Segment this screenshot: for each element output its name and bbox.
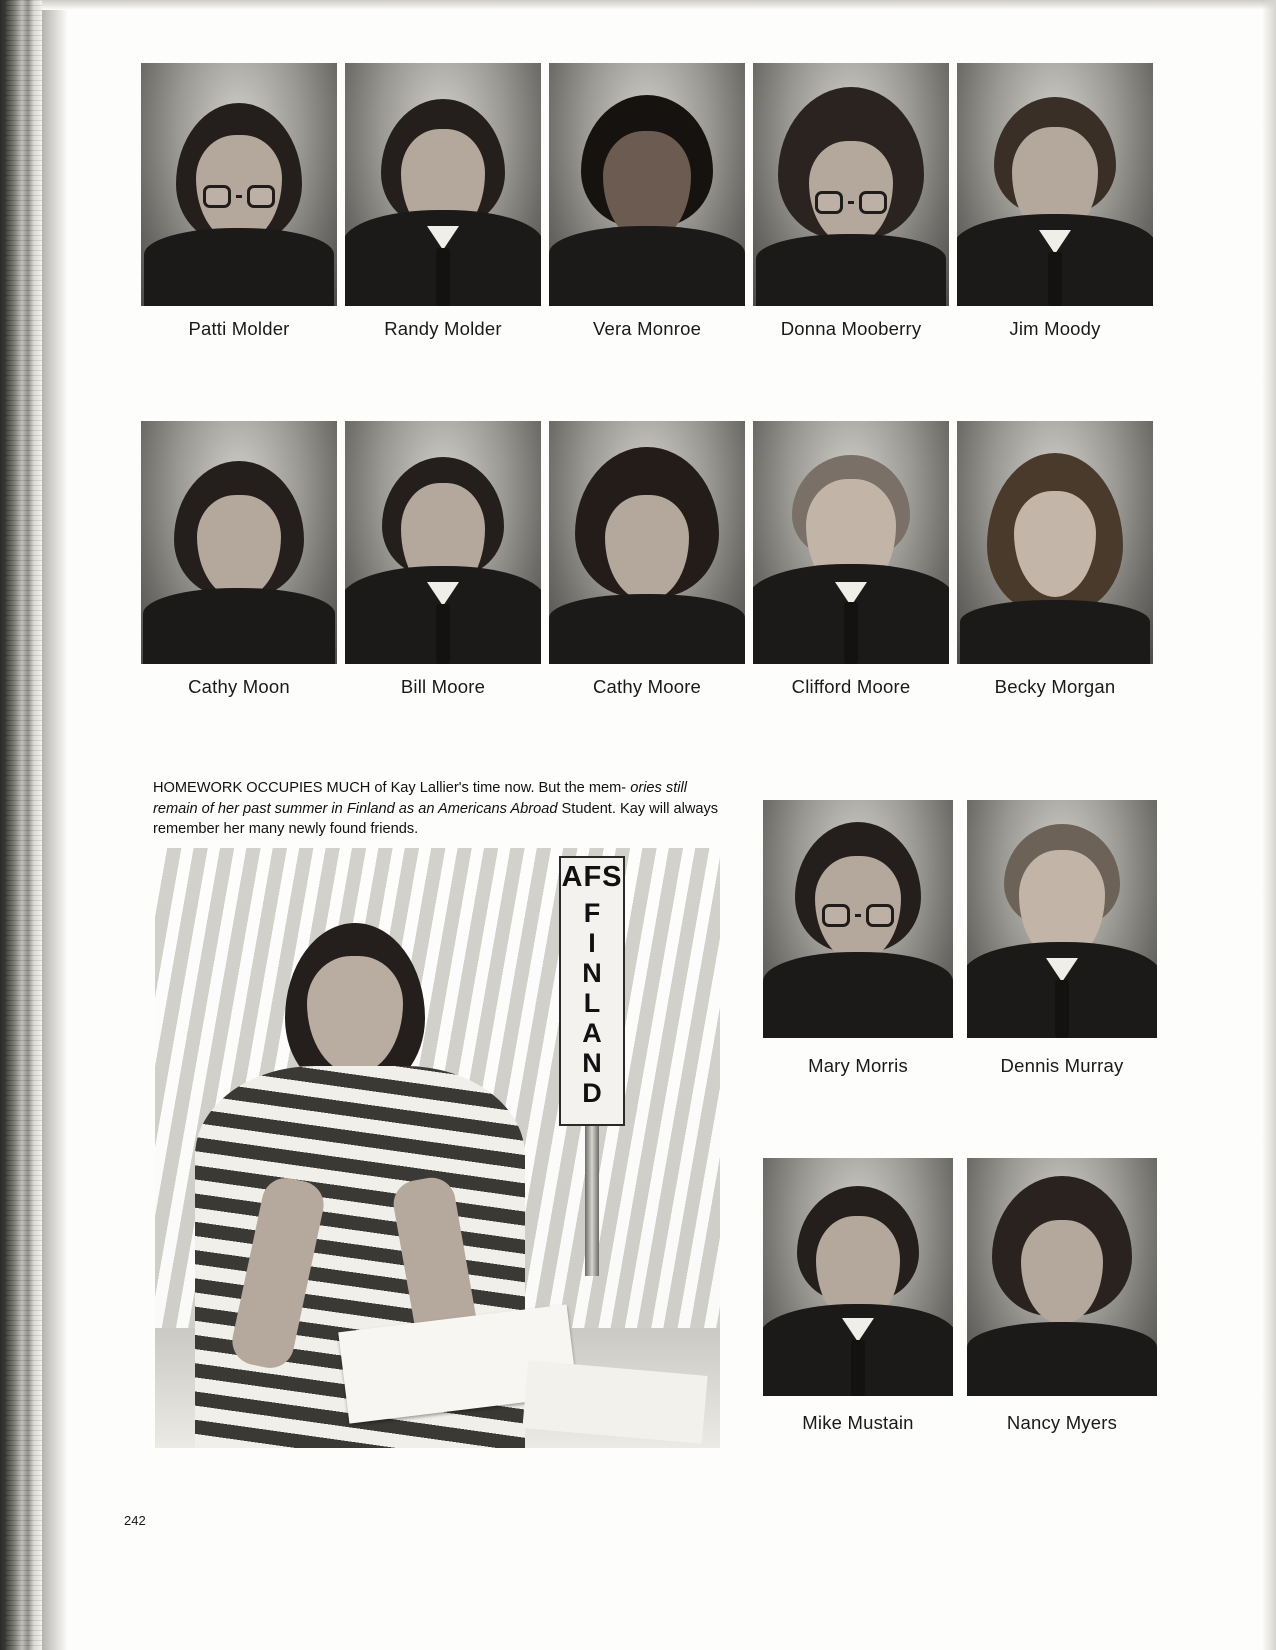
portrait-photo (967, 800, 1157, 1038)
portrait-caption: Becky Morgan (994, 676, 1116, 697)
banner-finland-text: F I N L A N D (582, 898, 602, 1108)
portrait-caption: Nancy Myers (1006, 1412, 1118, 1433)
portrait-photo (753, 421, 949, 664)
feature-caption-part1: of Kay Lallier's time now. But the mem- (370, 780, 627, 796)
feature-caption-italic: ories still remain of her past summer in Finland as an Americans Abroad (153, 780, 687, 817)
feature-caption-lead: HOMEWORK OCCUPIES MUCH (153, 780, 371, 796)
feature-photo-afs-finland (155, 848, 720, 1448)
portrait-caption: Cathy Moore (592, 676, 702, 697)
page-number: 242 (124, 1513, 146, 1528)
feature-caption (153, 778, 728, 840)
right-page-shadow (1262, 0, 1276, 1650)
banner-pole (585, 1126, 599, 1276)
portrait-photo (345, 63, 541, 306)
portrait-caption: Clifford Moore (791, 676, 911, 697)
top-page-shadow (42, 0, 1276, 10)
portrait-caption: Jim Moody (1009, 318, 1101, 339)
portrait-caption: Vera Monroe (592, 318, 702, 339)
portrait-photo (957, 421, 1153, 664)
portrait-caption: Cathy Moon (188, 676, 290, 697)
book-binding-edge (0, 0, 42, 1650)
portrait-caption: Patti Molder (188, 318, 290, 339)
page-stack-texture (6, 0, 42, 1650)
portrait-photo (549, 421, 745, 664)
portrait-caption: Randy Molder (384, 318, 502, 339)
portrait-photo (549, 63, 745, 306)
portrait-caption: Mary Morris (808, 1055, 908, 1076)
portrait-photo (763, 800, 953, 1038)
gutter-shadow (42, 0, 68, 1650)
portrait-photo (753, 63, 949, 306)
portrait-photo (967, 1158, 1157, 1396)
portrait-photo (763, 1158, 953, 1396)
afs-finland-banner (559, 856, 625, 1126)
portrait-photo (141, 421, 337, 664)
portrait-photo (141, 63, 337, 306)
portrait-photo (957, 63, 1153, 306)
portrait-caption: Donna Mooberry (780, 318, 922, 339)
portrait-caption: Bill Moore (400, 676, 486, 697)
banner-afs-text: AFS (561, 861, 623, 893)
feature-caption-part2: Student. Kay will always remember her many newly found friends. (153, 800, 719, 837)
portrait-photo (345, 421, 541, 664)
portrait-caption: Mike Mustain (802, 1412, 914, 1433)
portrait-caption: Dennis Murray (1000, 1055, 1124, 1076)
